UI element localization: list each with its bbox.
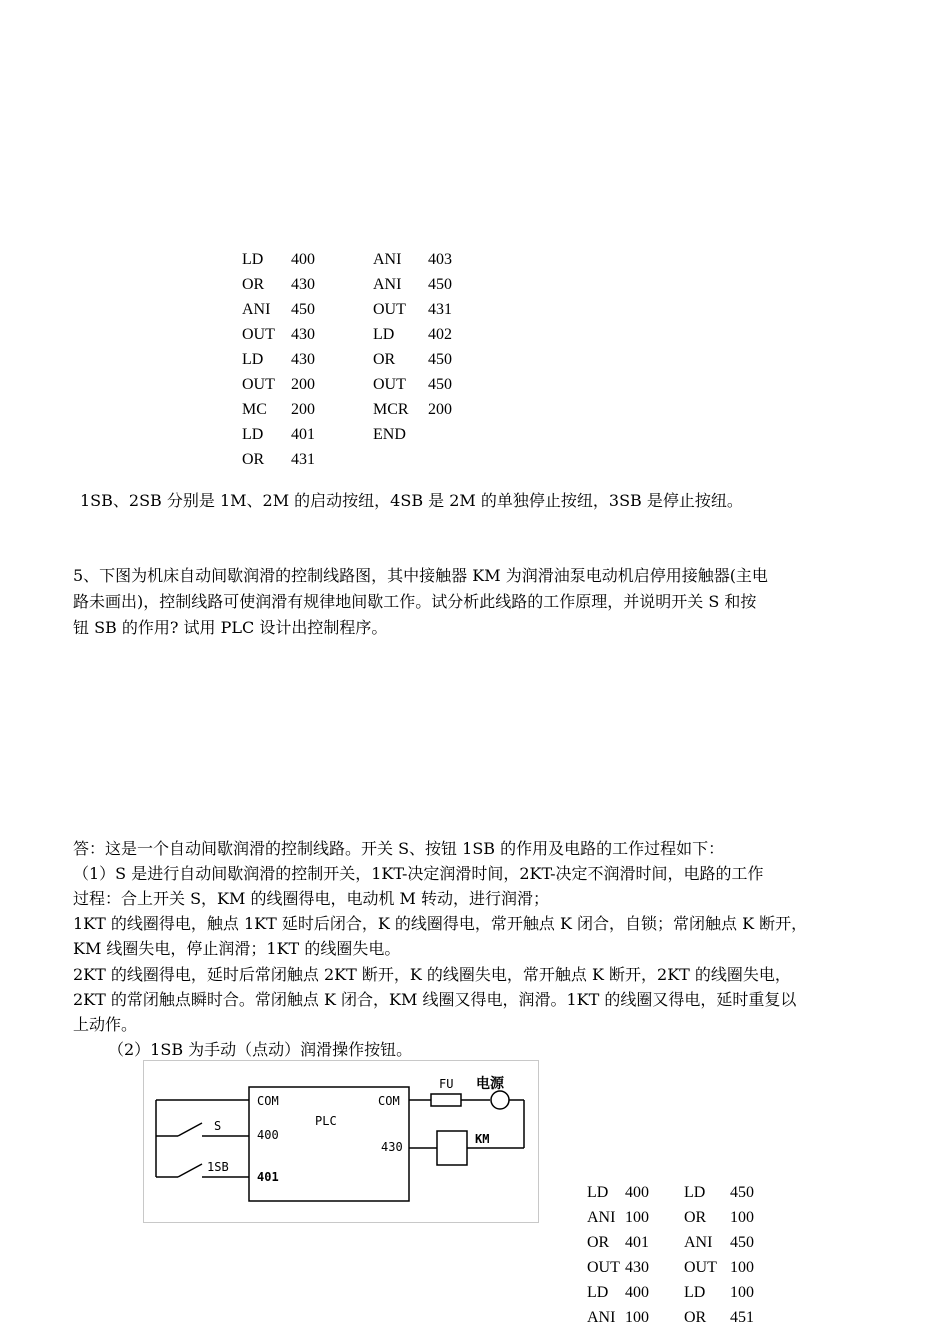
power-source-symbol <box>491 1091 509 1109</box>
instruction-row <box>242 372 482 397</box>
instruction-operand: 100 <box>625 1209 649 1226</box>
instruction-row <box>587 1255 787 1280</box>
instruction-operand: 431 <box>291 451 315 468</box>
switch-1sb-label: 1SB <box>207 1160 229 1174</box>
instruction-opcode: LD <box>242 351 264 368</box>
switch-1sb-blade <box>178 1164 202 1177</box>
instruction-opcode: OUT <box>684 1259 717 1276</box>
power-label: 电源 <box>476 1076 504 1092</box>
switch-s-blade <box>178 1123 202 1136</box>
instruction-operand: 451 <box>730 1309 754 1326</box>
instruction-operand: 200 <box>291 401 315 418</box>
instruction-operand: 431 <box>428 301 452 318</box>
instruction-opcode: OUT <box>373 376 406 393</box>
instruction-opcode: ANI <box>587 1309 616 1326</box>
instruction-opcode: MCR <box>373 401 409 418</box>
instruction-operand: 100 <box>730 1259 754 1276</box>
instruction-opcode: OR <box>242 276 265 293</box>
input-400-label: 400 <box>257 1128 279 1142</box>
instruction-row <box>242 422 482 447</box>
instruction-row <box>242 447 482 472</box>
instruction-opcode: END <box>373 426 406 443</box>
instruction-operand: 450 <box>730 1234 754 1251</box>
instruction-opcode: OUT <box>373 301 406 318</box>
instruction-opcode: LD <box>587 1184 609 1201</box>
input-401-label: 401 <box>257 1170 279 1184</box>
instruction-opcode: MC <box>242 401 267 418</box>
program-listing-2 <box>587 1180 787 1330</box>
instruction-operand: 200 <box>428 401 452 418</box>
instruction-opcode: LD <box>684 1284 706 1301</box>
instruction-opcode: LD <box>684 1184 706 1201</box>
answer-line: （2）1SB 为手动（点动）润滑操作按钮。 <box>108 1040 413 1059</box>
fuse-symbol <box>431 1094 461 1106</box>
instruction-opcode: ANI <box>373 276 402 293</box>
answer-line: 过程：合上开关 S，KM 的线圈得电，电动机 M 转动，进行润滑； <box>73 889 550 908</box>
instruction-row <box>587 1280 787 1305</box>
plc-label: PLC <box>315 1114 337 1128</box>
instruction-row <box>242 322 482 347</box>
switch-s-label: S <box>214 1119 222 1133</box>
instruction-row <box>587 1205 787 1230</box>
instruction-opcode: LD <box>373 326 395 343</box>
instruction-operand: 100 <box>730 1284 754 1301</box>
answer-line: （1）S 是进行自动间歇润滑的控制开关，1KT-决定润滑时间，2KT-决定不润滑时间，电路的工作 <box>73 864 764 883</box>
instruction-opcode: OUT <box>242 376 275 393</box>
instruction-operand: 402 <box>428 326 452 343</box>
instruction-operand: 450 <box>428 376 452 393</box>
instruction-opcode: OUT <box>242 326 275 343</box>
instruction-operand: 400 <box>625 1184 649 1201</box>
instruction-row <box>242 347 482 372</box>
com-right-label: COM <box>378 1094 400 1108</box>
output-430-label: 430 <box>381 1140 403 1154</box>
instruction-operand: 450 <box>428 351 452 368</box>
instruction-operand: 401 <box>625 1234 649 1251</box>
instruction-operand: 450 <box>291 301 315 318</box>
instruction-opcode: OR <box>242 451 265 468</box>
answer-line: 2KT 的常闭触点瞬时合。常闭触点 K 闭合，KM 线圈又得电，润滑。1KT 的线圈又得电，延时重复以 <box>73 990 797 1009</box>
answer-line: 答：这是一个自动间歇润滑的控制线路。开关 S、按钮 1SB 的作用及电路的工作过程如下： <box>73 839 725 858</box>
instruction-row <box>242 247 482 272</box>
km-coil-symbol <box>437 1131 467 1165</box>
fuse-label: FU <box>439 1077 454 1091</box>
note-line: 1SB、2SB 分别是 1M、2M 的启动按纽，4SB 是 2M 的单独停止按纽，3SB 是停止按纽。 <box>80 491 743 510</box>
instruction-operand: 100 <box>730 1209 754 1226</box>
instruction-opcode: ANI <box>242 301 271 318</box>
instruction-opcode: LD <box>587 1284 609 1301</box>
instruction-opcode: OR <box>684 1209 707 1226</box>
plc-wiring-diagram <box>143 1060 539 1223</box>
instruction-opcode: ANI <box>587 1209 616 1226</box>
answer-line: KM 线圈失电，停止润滑；1KT 的线圈失电。 <box>73 939 401 958</box>
program-listing-1 <box>242 247 482 472</box>
instruction-row <box>242 397 482 422</box>
instruction-row <box>242 272 482 297</box>
instruction-operand: 401 <box>291 426 315 443</box>
instruction-row <box>587 1180 787 1205</box>
instruction-row <box>587 1230 787 1255</box>
instruction-operand: 100 <box>625 1309 649 1326</box>
instruction-operand: 400 <box>291 251 315 268</box>
question-5-line: 5、下图为机床自动间歇润滑的控制线路图，其中接触器 KM 为润滑油泵电动机启停用接触器(主电 <box>73 566 768 585</box>
instruction-operand: 400 <box>625 1284 649 1301</box>
instruction-operand: 430 <box>625 1259 649 1276</box>
instruction-opcode: OUT <box>587 1259 620 1276</box>
answer-line: 1KT 的线圈得电，触点 1KT 延时后闭合，K 的线圈得电，常开触点 K 闭合，自锁；常闭触点 K 断开， <box>73 914 808 933</box>
instruction-opcode: LD <box>242 426 264 443</box>
instruction-opcode: OR <box>684 1309 707 1326</box>
instruction-opcode: LD <box>242 251 264 268</box>
instruction-opcode: ANI <box>373 251 402 268</box>
instruction-operand: 403 <box>428 251 452 268</box>
instruction-operand: 430 <box>291 326 315 343</box>
km-label: KM <box>475 1132 490 1146</box>
instruction-opcode: ANI <box>684 1234 713 1251</box>
instruction-opcode: OR <box>373 351 396 368</box>
instruction-operand: 450 <box>428 276 452 293</box>
question-5-line: 钮 SB 的作用? 试用 PLC 设计出控制程序。 <box>73 618 388 637</box>
instruction-operand: 430 <box>291 351 315 368</box>
instruction-row <box>587 1305 787 1330</box>
question-5-line: 路未画出)，控制线路可使润滑有规律地间歇工作。试分析此线路的工作原理，并说明开关 S 和按 <box>73 592 757 611</box>
instruction-operand: 450 <box>730 1184 754 1201</box>
instruction-operand: 430 <box>291 276 315 293</box>
com-left-label: COM <box>257 1094 279 1108</box>
answer-line: 2KT 的线圈得电，延时后常闭触点 2KT 断开，K 的线圈失电，常开触点 K 断开，2KT 的线圈失电， <box>73 965 791 984</box>
instruction-opcode: OR <box>587 1234 610 1251</box>
instruction-row <box>242 297 482 322</box>
answer-line: 上动作。 <box>73 1015 138 1034</box>
instruction-operand: 200 <box>291 376 315 393</box>
